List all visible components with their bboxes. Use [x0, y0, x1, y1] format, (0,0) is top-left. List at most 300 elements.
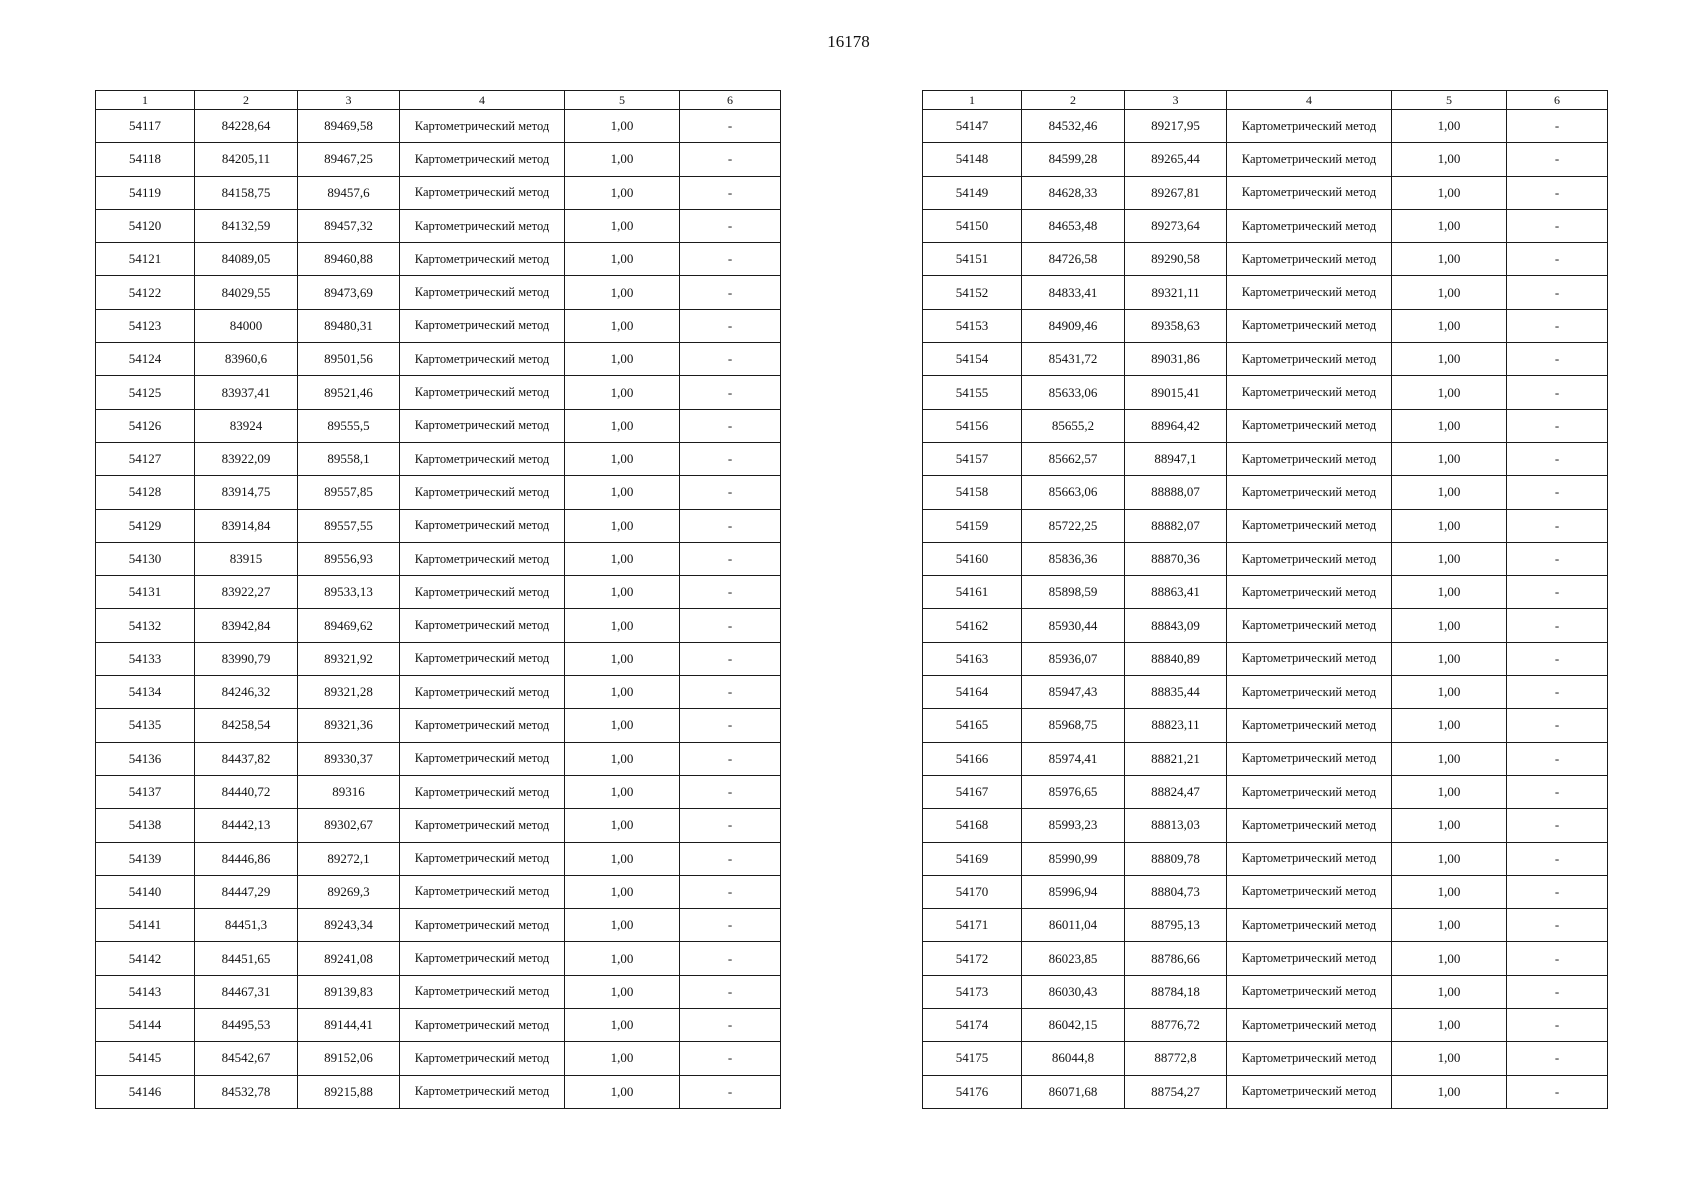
table-row: [923, 442, 1608, 475]
point-number-cell: 54129: [96, 509, 195, 542]
precision-cell: 1,00: [1392, 1009, 1507, 1042]
precision-cell: 1,00: [1392, 409, 1507, 442]
coordinate-y-cell: 89316: [298, 775, 400, 808]
point-number-cell: 54152: [923, 276, 1022, 309]
point-number-cell: 54127: [96, 442, 195, 475]
table-row: [96, 542, 781, 575]
coordinate-y-cell: 89557,85: [298, 476, 400, 509]
point-number-cell: 54120: [96, 209, 195, 242]
point-number-cell: 54132: [96, 609, 195, 642]
coordinate-y-cell: 88754,27: [1125, 1075, 1227, 1108]
method-cell: Картометрический метод: [400, 775, 565, 808]
table-row: [96, 143, 781, 176]
precision-cell: 1,00: [565, 276, 680, 309]
table-row: [96, 775, 781, 808]
point-number-cell: 54131: [96, 576, 195, 609]
coordinate-x-cell: 85990,99: [1022, 842, 1125, 875]
table-row: [923, 609, 1608, 642]
coordinate-x-cell: 83924: [195, 409, 298, 442]
table-row: [96, 1075, 781, 1108]
table-row: [96, 243, 781, 276]
coordinate-y-cell: 89321,28: [298, 676, 400, 709]
method-cell: Картометрический метод: [400, 343, 565, 376]
point-number-cell: 54174: [923, 1009, 1022, 1042]
method-cell: Картометрический метод: [1227, 709, 1392, 742]
coordinate-x-cell: 84440,72: [195, 775, 298, 808]
method-cell: Картометрический метод: [400, 1009, 565, 1042]
coordinate-y-cell: 89501,56: [298, 343, 400, 376]
point-number-cell: 54117: [96, 110, 195, 143]
note-cell: -: [680, 176, 781, 209]
table-row: [96, 676, 781, 709]
precision-cell: 1,00: [1392, 709, 1507, 742]
precision-cell: 1,00: [565, 1009, 680, 1042]
coordinate-y-cell: 89558,1: [298, 442, 400, 475]
note-cell: -: [680, 442, 781, 475]
method-cell: Картометрический метод: [1227, 642, 1392, 675]
table-row: [923, 176, 1608, 209]
coordinate-x-cell: 85974,41: [1022, 742, 1125, 775]
note-cell: -: [1507, 343, 1608, 376]
method-cell: Картометрический метод: [1227, 143, 1392, 176]
coordinate-y-cell: 89265,44: [1125, 143, 1227, 176]
point-number-cell: 54150: [923, 209, 1022, 242]
precision-cell: 1,00: [1392, 775, 1507, 808]
method-cell: Картометрический метод: [400, 409, 565, 442]
coordinate-y-cell: 88863,41: [1125, 576, 1227, 609]
note-cell: -: [680, 775, 781, 808]
note-cell: -: [1507, 1075, 1608, 1108]
point-number-cell: 54172: [923, 942, 1022, 975]
note-cell: -: [680, 909, 781, 942]
method-cell: Картометрический метод: [1227, 609, 1392, 642]
point-number-cell: 54134: [96, 676, 195, 709]
precision-cell: 1,00: [1392, 209, 1507, 242]
table-row: [96, 409, 781, 442]
table-row: [96, 842, 781, 875]
method-cell: Картометрический метод: [1227, 576, 1392, 609]
coordinate-y-cell: 89267,81: [1125, 176, 1227, 209]
note-cell: -: [1507, 975, 1608, 1008]
method-cell: Картометрический метод: [400, 742, 565, 775]
method-cell: Картометрический метод: [1227, 243, 1392, 276]
point-number-cell: 54118: [96, 143, 195, 176]
table-row: [96, 376, 781, 409]
coordinate-x-cell: 83914,84: [195, 509, 298, 542]
point-number-cell: 54161: [923, 576, 1022, 609]
table-row: [923, 1042, 1608, 1075]
note-cell: -: [1507, 875, 1608, 908]
method-cell: Картометрический метод: [400, 942, 565, 975]
table-row: [923, 1075, 1608, 1108]
note-cell: -: [680, 1042, 781, 1075]
table-row: [923, 209, 1608, 242]
note-cell: -: [680, 243, 781, 276]
note-cell: -: [680, 209, 781, 242]
coordinate-x-cell: 84833,41: [1022, 276, 1125, 309]
method-cell: Картометрический метод: [1227, 676, 1392, 709]
coordinate-x-cell: 84467,31: [195, 975, 298, 1008]
coordinate-x-cell: 85655,2: [1022, 409, 1125, 442]
table-row: [923, 542, 1608, 575]
point-number-cell: 54165: [923, 709, 1022, 742]
coordinate-y-cell: 89557,55: [298, 509, 400, 542]
method-cell: Картометрический метод: [1227, 176, 1392, 209]
method-cell: Картометрический метод: [1227, 442, 1392, 475]
precision-cell: 1,00: [1392, 476, 1507, 509]
coordinate-y-cell: 88784,18: [1125, 975, 1227, 1008]
coordinate-y-cell: 88809,78: [1125, 842, 1227, 875]
point-number-cell: 54149: [923, 176, 1022, 209]
note-cell: -: [680, 642, 781, 675]
table-row: [96, 576, 781, 609]
note-cell: -: [680, 942, 781, 975]
coordinate-x-cell: 84532,78: [195, 1075, 298, 1108]
table-row: [96, 176, 781, 209]
method-cell: Картометрический метод: [400, 909, 565, 942]
coordinate-x-cell: 85947,43: [1022, 676, 1125, 709]
method-cell: Картометрический метод: [400, 143, 565, 176]
coordinate-y-cell: 89330,37: [298, 742, 400, 775]
table-row: [96, 975, 781, 1008]
precision-cell: 1,00: [565, 442, 680, 475]
precision-cell: 1,00: [565, 842, 680, 875]
note-cell: -: [1507, 176, 1608, 209]
note-cell: -: [1507, 809, 1608, 842]
coordinate-x-cell: 84029,55: [195, 276, 298, 309]
point-number-cell: 54128: [96, 476, 195, 509]
precision-cell: 1,00: [1392, 1042, 1507, 1075]
point-number-cell: 54171: [923, 909, 1022, 942]
note-cell: -: [680, 509, 781, 542]
method-cell: Картометрический метод: [400, 509, 565, 542]
table-row: [923, 775, 1608, 808]
note-cell: -: [1507, 276, 1608, 309]
precision-cell: 1,00: [565, 409, 680, 442]
method-cell: Картометрический метод: [400, 875, 565, 908]
method-cell: Картометрический метод: [1227, 476, 1392, 509]
coordinate-x-cell: 85663,06: [1022, 476, 1125, 509]
coordinate-x-cell: 85836,36: [1022, 542, 1125, 575]
coordinate-x-cell: 84442,13: [195, 809, 298, 842]
coordinate-y-cell: 89457,6: [298, 176, 400, 209]
coordinate-x-cell: 86011,04: [1022, 909, 1125, 942]
note-cell: -: [1507, 1009, 1608, 1042]
point-number-cell: 54154: [923, 343, 1022, 376]
coordinate-x-cell: 84228,64: [195, 110, 298, 143]
note-cell: -: [680, 309, 781, 342]
table-row: [96, 642, 781, 675]
coordinate-y-cell: 89460,88: [298, 243, 400, 276]
precision-cell: 1,00: [565, 676, 680, 709]
point-number-cell: 54167: [923, 775, 1022, 808]
note-cell: -: [1507, 409, 1608, 442]
point-number-cell: 54163: [923, 642, 1022, 675]
table-row: [96, 209, 781, 242]
method-cell: Картометрический метод: [400, 442, 565, 475]
note-cell: -: [680, 609, 781, 642]
method-cell: Картометрический метод: [1227, 409, 1392, 442]
point-number-cell: 54148: [923, 143, 1022, 176]
note-cell: -: [1507, 842, 1608, 875]
coordinates-table-left: [95, 90, 781, 1109]
note-cell: -: [1507, 509, 1608, 542]
note-cell: -: [1507, 609, 1608, 642]
precision-cell: 1,00: [565, 343, 680, 376]
precision-cell: 1,00: [565, 609, 680, 642]
coordinate-y-cell: 88888,07: [1125, 476, 1227, 509]
note-cell: -: [1507, 942, 1608, 975]
table-row: [96, 942, 781, 975]
precision-cell: 1,00: [565, 742, 680, 775]
point-number-cell: 54136: [96, 742, 195, 775]
method-cell: Картометрический метод: [400, 975, 565, 1008]
coordinate-y-cell: 88821,21: [1125, 742, 1227, 775]
coordinate-y-cell: 89272,1: [298, 842, 400, 875]
precision-cell: 1,00: [1392, 542, 1507, 575]
precision-cell: 1,00: [565, 542, 680, 575]
coordinate-x-cell: 85662,57: [1022, 442, 1125, 475]
table-row: [96, 343, 781, 376]
precision-cell: 1,00: [1392, 343, 1507, 376]
point-number-cell: 54138: [96, 809, 195, 842]
precision-cell: 1,00: [565, 576, 680, 609]
coordinate-y-cell: 89469,58: [298, 110, 400, 143]
method-cell: Картометрический метод: [1227, 509, 1392, 542]
coordinate-y-cell: 89480,31: [298, 309, 400, 342]
coordinate-x-cell: 83990,79: [195, 642, 298, 675]
precision-cell: 1,00: [565, 209, 680, 242]
coordinate-x-cell: 85993,23: [1022, 809, 1125, 842]
coordinate-x-cell: 86044,8: [1022, 1042, 1125, 1075]
table-row: [923, 409, 1608, 442]
table-row: [96, 742, 781, 775]
method-cell: Картометрический метод: [1227, 309, 1392, 342]
coordinate-x-cell: 84447,29: [195, 875, 298, 908]
point-number-cell: 54122: [96, 276, 195, 309]
coordinate-x-cell: 83960,6: [195, 343, 298, 376]
coordinate-y-cell: 88882,07: [1125, 509, 1227, 542]
precision-cell: 1,00: [1392, 975, 1507, 1008]
method-cell: Картометрический метод: [1227, 376, 1392, 409]
table-row: [923, 1009, 1608, 1042]
note-cell: -: [680, 875, 781, 908]
coordinate-y-cell: 88870,36: [1125, 542, 1227, 575]
method-cell: Картометрический метод: [1227, 742, 1392, 775]
note-cell: -: [1507, 243, 1608, 276]
point-number-cell: 54176: [923, 1075, 1022, 1108]
table-row: [96, 110, 781, 143]
coordinate-x-cell: 83922,27: [195, 576, 298, 609]
method-cell: Картометрический метод: [400, 243, 565, 276]
point-number-cell: 54158: [923, 476, 1022, 509]
point-number-cell: 54164: [923, 676, 1022, 709]
coordinate-x-cell: 83942,84: [195, 609, 298, 642]
coordinate-y-cell: 89217,95: [1125, 110, 1227, 143]
note-cell: -: [680, 143, 781, 176]
note-cell: -: [1507, 909, 1608, 942]
note-cell: -: [1507, 775, 1608, 808]
column-header-6: 6: [1507, 91, 1608, 110]
column-header-6: 6: [680, 91, 781, 110]
point-number-cell: 54130: [96, 542, 195, 575]
coordinate-y-cell: 89321,11: [1125, 276, 1227, 309]
method-cell: Картометрический метод: [400, 676, 565, 709]
coordinate-x-cell: 85996,94: [1022, 875, 1125, 908]
column-header-1: 1: [96, 91, 195, 110]
table-row: [96, 442, 781, 475]
coordinate-x-cell: 84542,67: [195, 1042, 298, 1075]
coordinate-y-cell: 88824,47: [1125, 775, 1227, 808]
table-row: [923, 909, 1608, 942]
precision-cell: 1,00: [565, 176, 680, 209]
precision-cell: 1,00: [1392, 1075, 1507, 1108]
note-cell: -: [680, 476, 781, 509]
note-cell: -: [1507, 709, 1608, 742]
method-cell: Картометрический метод: [1227, 1009, 1392, 1042]
note-cell: -: [1507, 143, 1608, 176]
coordinates-table-right: [922, 90, 1608, 1109]
point-number-cell: 54159: [923, 509, 1022, 542]
coordinate-y-cell: 88772,8: [1125, 1042, 1227, 1075]
table-row: [96, 609, 781, 642]
precision-cell: 1,00: [565, 1075, 680, 1108]
note-cell: -: [1507, 442, 1608, 475]
precision-cell: 1,00: [1392, 642, 1507, 675]
coordinate-x-cell: 84000: [195, 309, 298, 342]
coordinate-x-cell: 84532,46: [1022, 110, 1125, 143]
coordinate-x-cell: 85633,06: [1022, 376, 1125, 409]
precision-cell: 1,00: [565, 110, 680, 143]
note-cell: -: [680, 576, 781, 609]
coordinate-y-cell: 89467,25: [298, 143, 400, 176]
table-row: [923, 875, 1608, 908]
point-number-cell: 54144: [96, 1009, 195, 1042]
note-cell: -: [680, 842, 781, 875]
precision-cell: 1,00: [565, 476, 680, 509]
table-row: [96, 909, 781, 942]
column-header-4: 4: [400, 91, 565, 110]
table-row: [96, 809, 781, 842]
note-cell: -: [1507, 309, 1608, 342]
coordinate-x-cell: 84628,33: [1022, 176, 1125, 209]
coordinate-y-cell: 89241,08: [298, 942, 400, 975]
precision-cell: 1,00: [1392, 376, 1507, 409]
coordinate-x-cell: 84258,54: [195, 709, 298, 742]
header-row: [96, 91, 781, 110]
coordinate-x-cell: 85431,72: [1022, 343, 1125, 376]
coordinate-y-cell: 88823,11: [1125, 709, 1227, 742]
column-header-3: 3: [298, 91, 400, 110]
table-row: [923, 742, 1608, 775]
coordinate-y-cell: 89290,58: [1125, 243, 1227, 276]
coordinate-x-cell: 85976,65: [1022, 775, 1125, 808]
coordinate-x-cell: 85968,75: [1022, 709, 1125, 742]
note-cell: -: [680, 376, 781, 409]
coordinate-y-cell: 88947,1: [1125, 442, 1227, 475]
note-cell: -: [1507, 542, 1608, 575]
note-cell: -: [1507, 642, 1608, 675]
table-row: [923, 809, 1608, 842]
precision-cell: 1,00: [1392, 442, 1507, 475]
method-cell: Картометрический метод: [400, 376, 565, 409]
point-number-cell: 54173: [923, 975, 1022, 1008]
method-cell: Картометрический метод: [400, 709, 565, 742]
coordinate-y-cell: 88835,44: [1125, 676, 1227, 709]
table-row: [96, 709, 781, 742]
column-header-3: 3: [1125, 91, 1227, 110]
note-cell: -: [680, 809, 781, 842]
precision-cell: 1,00: [1392, 243, 1507, 276]
coordinate-x-cell: 84132,59: [195, 209, 298, 242]
coordinate-y-cell: 89533,13: [298, 576, 400, 609]
point-number-cell: 54166: [923, 742, 1022, 775]
point-number-cell: 54147: [923, 110, 1022, 143]
precision-cell: 1,00: [565, 942, 680, 975]
table-row: [923, 243, 1608, 276]
table-row: [96, 1009, 781, 1042]
note-cell: -: [680, 542, 781, 575]
point-number-cell: 54145: [96, 1042, 195, 1075]
method-cell: Картометрический метод: [1227, 276, 1392, 309]
method-cell: Картометрический метод: [400, 542, 565, 575]
precision-cell: 1,00: [565, 376, 680, 409]
column-header-2: 2: [195, 91, 298, 110]
precision-cell: 1,00: [1392, 909, 1507, 942]
point-number-cell: 54156: [923, 409, 1022, 442]
point-number-cell: 54160: [923, 542, 1022, 575]
precision-cell: 1,00: [1392, 176, 1507, 209]
precision-cell: 1,00: [565, 143, 680, 176]
coordinate-x-cell: 85930,44: [1022, 609, 1125, 642]
point-number-cell: 54141: [96, 909, 195, 942]
coordinate-y-cell: 88776,72: [1125, 1009, 1227, 1042]
method-cell: Картометрический метод: [1227, 809, 1392, 842]
method-cell: Картометрический метод: [400, 110, 565, 143]
precision-cell: 1,00: [565, 509, 680, 542]
note-cell: -: [1507, 576, 1608, 609]
precision-cell: 1,00: [565, 709, 680, 742]
precision-cell: 1,00: [1392, 676, 1507, 709]
precision-cell: 1,00: [565, 809, 680, 842]
coordinate-x-cell: 84446,86: [195, 842, 298, 875]
coordinate-x-cell: 84909,46: [1022, 309, 1125, 342]
table-row: [923, 676, 1608, 709]
coordinate-y-cell: 88804,73: [1125, 875, 1227, 908]
note-cell: -: [1507, 110, 1608, 143]
note-cell: -: [680, 1009, 781, 1042]
table-row: [96, 276, 781, 309]
method-cell: Картометрический метод: [400, 476, 565, 509]
precision-cell: 1,00: [1392, 942, 1507, 975]
table-row: [923, 309, 1608, 342]
coordinate-y-cell: 88843,09: [1125, 609, 1227, 642]
note-cell: -: [680, 409, 781, 442]
coordinate-y-cell: 89243,34: [298, 909, 400, 942]
method-cell: Картометрический метод: [400, 209, 565, 242]
table-row: [923, 376, 1608, 409]
coordinate-y-cell: 89144,41: [298, 1009, 400, 1042]
point-number-cell: 54121: [96, 243, 195, 276]
header-row: [923, 91, 1608, 110]
coordinate-x-cell: 84653,48: [1022, 209, 1125, 242]
coordinate-x-cell: 85936,07: [1022, 642, 1125, 675]
coordinate-y-cell: 89031,86: [1125, 343, 1227, 376]
coordinate-y-cell: 88795,13: [1125, 909, 1227, 942]
table-row: [923, 576, 1608, 609]
method-cell: Картометрический метод: [400, 642, 565, 675]
coordinate-x-cell: 85722,25: [1022, 509, 1125, 542]
